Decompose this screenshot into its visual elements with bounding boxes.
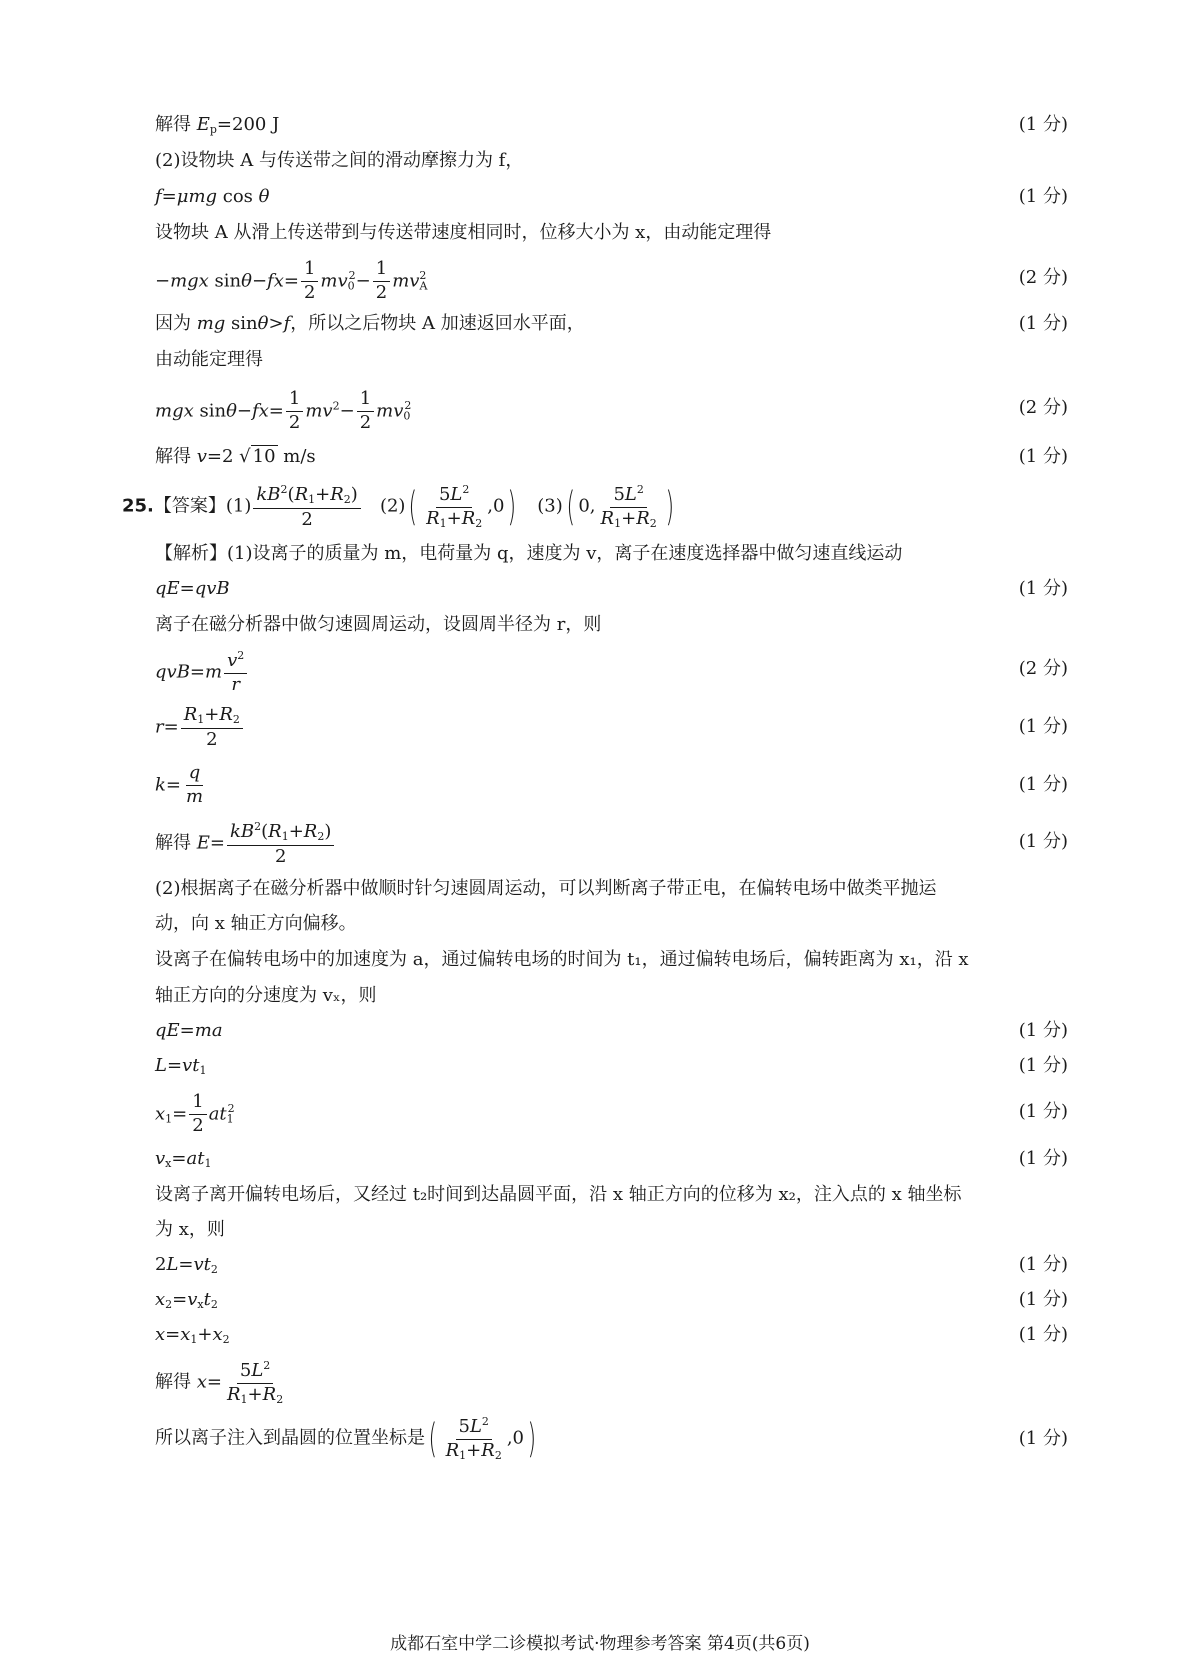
line-velocity: 解得 v=2 √ 10 m/s	[155, 446, 316, 467]
line-circular: 离子在磁分析器中做匀速圆周运动，设圆周半径为 r，则	[155, 614, 602, 635]
page-footer: 成都石室中学二诊模拟考试·物理参考答案 第4页(共6页)	[390, 1634, 810, 1654]
eq-work-energy-1: −mgx sinθ−fx= $\frac{1}{2}$ $mv_0^2-$ $\frac{1}{2}$ $mv_A^2$	[155, 258, 428, 303]
score: (1 分)	[1018, 1148, 1068, 1169]
text: 所以离子注入到晶圆的位置坐标是	[155, 1427, 425, 1449]
score: (1 分)	[1018, 1289, 1068, 1310]
answer-label: 【答案】	[153, 495, 226, 517]
eq-k: k= $\frac{q}{m}$	[155, 762, 204, 807]
q25-answer: 25.【答案】(1) $\frac{kB^2(R_1+R_2)}{2}$ (2)( $\frac{5L^2}{R_1+R_2}$ ,0) (3)( 0, $\frac{5L^2}{R_1+R_2}$ )	[122, 483, 674, 530]
part2-b: 动，向 x 轴正方向偏移。	[155, 913, 357, 934]
score: (1 分)	[1018, 313, 1068, 334]
part3-b: 轴正方向的分速度为 vₓ，则	[155, 985, 377, 1006]
eq-work-energy-2: mgx sinθ−fx= $\frac{1}{2}$ $mv^2-$ $\frac{1}{2}$ $mv_0^2$	[155, 388, 412, 433]
text: 因为	[155, 313, 191, 334]
line-position: 所以离子注入到晶圆的位置坐标是( $\frac{5L^2}{R_1+R_2}$ ,0)	[155, 1415, 537, 1462]
line-because: 因为 mg sinθ>f，所以之后物块 A 加速返回水平面，	[155, 313, 585, 334]
eq-2L: $2L=vt_2$	[155, 1254, 218, 1276]
score: (1 分)	[1018, 1324, 1068, 1345]
score: (1 分)	[1018, 114, 1068, 135]
eq-L: $L=vt_1$	[155, 1055, 207, 1077]
question-number: 25.	[122, 495, 154, 517]
score: (2 分)	[1018, 397, 1068, 418]
score: (1 分)	[1018, 716, 1068, 737]
eq-qE: qE=qvB	[155, 578, 230, 599]
score: (1 分)	[1018, 578, 1068, 599]
line-work-energy-intro: 设物块 A 从滑上传送带到与传送带速度相同时，位移大小为 x，由动能定理得	[155, 222, 772, 243]
part2-a: (2)根据离子在磁分析器中做顺时针匀速圆周运动，可以判断离子带正电，在偏转电场中做类平抛运	[155, 878, 937, 899]
line-theorem: 由动能定理得	[155, 349, 263, 370]
eq-E-result: 解得 E= $\frac{kB^2(R_1+R_2)}{2}$	[155, 821, 336, 866]
score: (2 分)	[1018, 267, 1068, 288]
part3-a: 设离子在偏转电场中的加速度为 a，通过偏转电场的时间为 t₁，通过偏转电场后，偏转距离为 x₁，沿 x	[155, 949, 969, 970]
text: 解得	[155, 832, 191, 854]
score: (1 分)	[1018, 1020, 1068, 1041]
eq-x1: $x_1=$ $\frac{1}{2}$ $at_1^2$	[155, 1091, 235, 1136]
eq-r: r= $\frac{R_1+R_2}{2}$	[155, 706, 245, 749]
score: (2 分)	[1018, 658, 1068, 679]
score: (1 分)	[1018, 774, 1068, 795]
eq-friction: f=μmg cos θ	[155, 186, 270, 207]
eq-qvB: qvB=m $\frac{v^2}{r}$	[155, 650, 249, 695]
eq-x-sum: $x=x_1+x_2$	[155, 1324, 230, 1346]
eq-x2: $x_2=v_xt_2$	[155, 1289, 218, 1311]
score: (1 分)	[1018, 1254, 1068, 1275]
eq-vx: $v_x=at_1$	[155, 1148, 212, 1170]
line-friction-intro: (2)设物块 A 与传送带之间的滑动摩擦力为 f，	[155, 150, 524, 171]
eq-qE-ma: qE=ma	[155, 1020, 223, 1041]
eq-x-result: 解得 x= $\frac{5L^2}{R_1+R_2}$	[155, 1359, 284, 1406]
score: (1 分)	[1018, 1055, 1068, 1076]
score: (1 分)	[1018, 186, 1068, 207]
part4-b: 为 x，则	[155, 1219, 225, 1240]
text: ，所以之后物块 A 加速返回水平面，	[290, 313, 585, 334]
score: (1 分)	[1018, 1101, 1068, 1122]
text: 解得	[155, 446, 191, 467]
score: (1 分)	[1018, 831, 1068, 852]
text: 解得	[155, 1371, 191, 1393]
analysis-intro: 【解析】(1)设离子的质量为 m，电荷量为 q，速度为 v，离子在速度选择器中做匀速直线运动	[155, 543, 903, 564]
score: (1 分)	[1018, 446, 1068, 467]
text: 解得	[155, 114, 191, 135]
part4-a: 设离子离开偏转电场后，又经过 t₂时间到达晶圆平面，沿 x 轴正方向的位移为 x₂，注入点的 x 轴坐标	[155, 1184, 962, 1205]
score: (1 分)	[1018, 1428, 1068, 1449]
line-ep: 解得 $E_p=200$ J	[155, 114, 280, 136]
